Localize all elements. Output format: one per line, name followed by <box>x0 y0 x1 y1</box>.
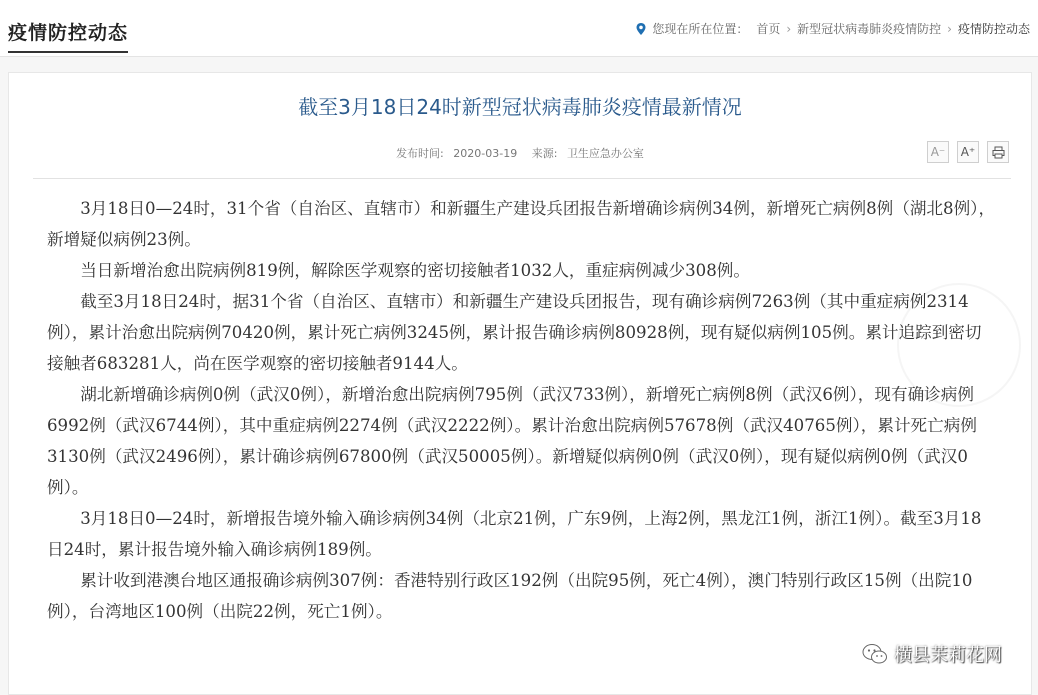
font-smaller-label: A⁻ <box>931 145 946 159</box>
breadcrumb-home-link[interactable]: 首页 <box>756 20 780 37</box>
source-label: 来源: <box>532 147 558 160</box>
print-icon <box>992 146 1005 159</box>
font-smaller-button[interactable] <box>927 141 949 163</box>
paragraph: 湖北新增确诊病例0例（武汉0例），新增治愈出院病例795例（武汉733例），新增死亡病例8例（武汉6例），现有确诊病例6992例（武汉6744例），其中重症病例2274例（武汉2222例）。累计治愈出院病例57678例（武汉40765例），累计死亡病例3130例（武汉2496例），累计确诊病例67800例（武汉50005例）。新增疑似病例0例（武汉0例），现有疑似病例0例（武汉0例）。 <box>47 379 997 503</box>
publish-date: 2020-03-19 <box>453 147 517 160</box>
breadcrumb <box>634 20 1030 37</box>
top-bar <box>0 0 1038 57</box>
paragraph: 截至3月18日24时，据31个省（自治区、直辖市）和新疆生产建设兵团报告，现有确诊病例7263例（其中重症病例2314例），累计治愈出院病例70420例，累计死亡病例3245例，累计报告确诊病例80928例，现有疑似病例105例。累计追踪到密切接触者683281人，尚在医学观察的密切接触者9144人。 <box>47 286 997 379</box>
date-label: 发布时间: <box>396 147 444 160</box>
wechat-icon <box>862 643 888 665</box>
article-body <box>47 193 997 627</box>
source-name: 卫生应急办公室 <box>567 147 644 160</box>
breadcrumb-current: 疫情防控动态 <box>958 20 1030 37</box>
breadcrumb-prefix: 您现在所在位置： <box>652 20 748 37</box>
breadcrumb-covid-link[interactable]: 新型冠状病毒肺炎疫情防控 <box>797 20 941 37</box>
font-larger-label: A⁺ <box>961 145 976 159</box>
article-title: 截至3月18日24时新型冠状病毒肺炎疫情最新情况 <box>9 91 1031 120</box>
wechat-watermark <box>862 641 1002 667</box>
paragraph: 3月18日0—24时，新增报告境外输入确诊病例34例（北京21例，广东9例，上海2例，黑龙江1例，浙江1例）。截至3月18日24时，累计报告境外输入确诊病例189例。 <box>47 503 997 565</box>
paragraph: 3月18日0—24时，31个省（自治区、直辖市）和新疆生产建设兵团报告新增确诊病例34例，新增死亡病例8例（湖北8例），新增疑似病例23例。 <box>47 193 997 255</box>
map-pin-icon <box>634 22 648 36</box>
breadcrumb-separator-icon: › <box>786 22 791 36</box>
font-larger-button[interactable] <box>957 141 979 163</box>
breadcrumb-separator-icon: › <box>947 22 952 36</box>
divider <box>33 178 1011 179</box>
article-meta <box>9 145 1031 161</box>
article-card <box>8 72 1032 695</box>
section-title: 疫情防控动态 <box>8 18 128 53</box>
watermark-text: 横县茉莉花网 <box>894 641 1002 667</box>
article-tools <box>927 141 1009 163</box>
paragraph: 当日新增治愈出院病例819例，解除医学观察的密切接触者1032人，重症病例减少308例。 <box>47 255 997 286</box>
print-button[interactable] <box>987 141 1009 163</box>
paragraph: 累计收到港澳台地区通报确诊病例307例：香港特别行政区192例（出院95例，死亡4例），澳门特别行政区15例（出院10例），台湾地区100例（出院22例，死亡1例）。 <box>47 565 997 627</box>
